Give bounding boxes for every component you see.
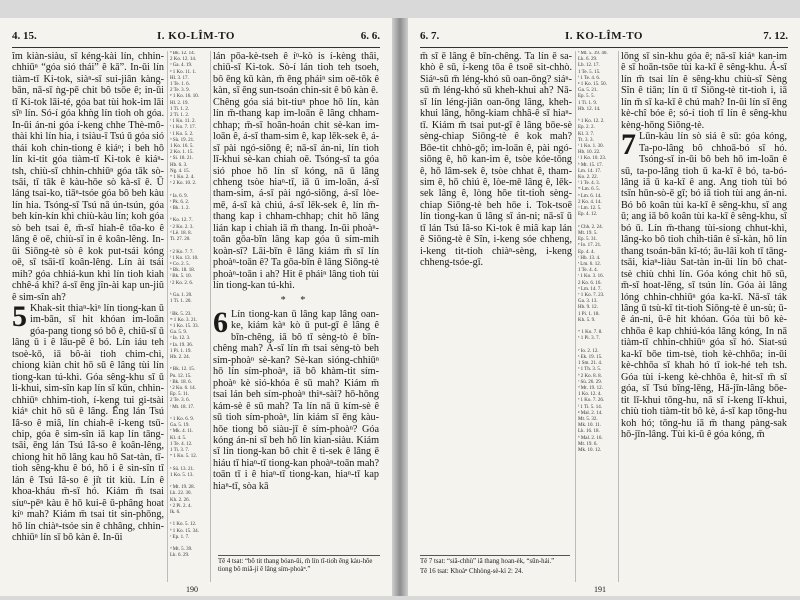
right-header-ref-end: 7. 12.: [763, 30, 788, 42]
right-cross-references: ᵉ Mt. 5. 39. 40. Lk. 6. 29. Lb. 12. 17. 1 Te. 5. 15. ᶠ 1 Te. 4. 6. ᵍ 1 Ko. 15. 50. Ga. 5. 21. Ep. 5. 5. 1 Ti. 1. 9. Hb. 12. 14. ʰ 1 Ko. 12. 2. Ep. 2. 2. Kl. 3. 7. Tt. 3. 3. ⁱ 1 Ko. 1. 30. Hb. 10. 22. ʲ 1 Ko. 10. 23. ᵏ Mt. 15. 17. Lm. 14. 17. Ko. 2. 22. ˡ 1 Te. 4. 3. ᵐ Lm. 6. 5. ⁿ Lm. 6. 14. 2 Ko. 4. 14. ᵒ Lm. 12. 5. Ep. 4. 12. ᵖ Chh. 2. 24. Mt. 19. 5. Ep. 5. 31. ᵠ Io. 17. 21. Ep. 4. 4. ʳ Hb. 13. 4. ˢ Lm. 6. 12. 1 Te. 4. 4. ᵗ 1 Ko. 3. 16. 2 Ko. 6. 16. ᵘ Lm. 14. 7. ᵛ 1 Ko. 7. 23. Ga. 3. 13. Hb. 9. 12. 1 Pi. 1. 18. Kh. 5. 9. ʷ 1 Ko. 7. 8. ˣ 1 Pi. 3. 7. ʸ Io. 2. 12. ᶻ Ek. 19. 15. 1 Sm. 21. 4. ᵃ 1 Th. 3. 5. ᵇ 2 Ko. 8. 8. ᶜ Sù. 26. 29. ᵈ Mt. 19. 12. 1 Ko. 12. 4. ᵉ 1 Ko. 7. 26. ᶠ 1 Ti. 5. 14. ᵍ Mal. 2. 14. Mt. 5. 32. Mk. 10. 11. Lk. 16. 18. ʰ Mal. 2. 16. Mt. 19. 6. Mk. 10. 12.: [575, 51, 619, 582]
chapter-number-6: 6: [213, 305, 228, 339]
left-column-2: [213, 51, 379, 550]
left-header-ref: 4. 15.: [12, 30, 37, 42]
left-col1-para-1: îm kiàn-siàu, sī kéng-kài lín, chhin-chhiūⁿ “góa sió thái” ê kā”. In-ūi lín tiàm-tī Ki-tok, siàⁿ-sī sui-jiân kàng-bān, nā-sī ǹg-pē chit bô tsōe ê; in-ūi tī Ki-tok lāi-té, góa bat tùi hok-im lāi sīⁿ lín. Só-í góa khǹg lín tioh oh góa. In-ūi án-ni góa í-keng chhe Thè-mô-thài khì lín hia, i tsiàu-ī Tsú ū góa sió thái koh chin-tiong ê kiáⁿ; i beh hō lín ki-tit góa tiàm-tī Ki-tok ê kiáⁿ-tsh, chiù-sī chhin-chhiūⁿ góa tāk sò-tsāi, tī tāk ê kàu-hōe sò kà-sī ê. Ū láng tsai-ko, tiāⁿ-tsóe góa bô beh kàu lín hia. Tsóng-sī Tsú nā ún-tsún, góa beh kín-kín khì chiù-kàu lín; koh góa sò beh tsai ê, m̄-sī hiah-ê tōa-ko ê lâng ê oē, chiù-sī in ê koân-lêng. In-ūi Siōng-tè sò ê kok put-tsái kóng oē, sī tsāi-tī koân-lêng. Lín ài tsái mih? góa chhiá-kun khì lín tioh kiah chhê-á khì? á-sī ēng jîn-ài kap un-jiû ê sim-sîn ah?: [12, 51, 164, 303]
left-header-ref-end: 6. 6.: [360, 30, 380, 42]
right-column-2: [621, 51, 787, 582]
right-col2-para-1: lōng sī sin-khu góa ê; nā-sī kiáⁿ kan-im ê sī hoān-tsōe tùi ka-kī ê sêng-khu. Á-sī lín m̄ tsai lín ê sêng-khu chiù-sī Sèng Sîn ê tiān; lín ū tī Siōng-tè tit-tioh i, iā lín m̄ sī ka-kī ê chú mah? In-ūi lín sī ēng kè-chî bóe ê; só-í tioh tī lín ê sêng-khu kèng-hōng Siōng-tè.: [621, 51, 787, 131]
right-header-rule: [420, 47, 788, 48]
left-column-1: [12, 51, 164, 582]
left-col2-para-2: Chêng góa siá bit-tiuⁿ phoe hō lín, kàn lín m̄-thang kap im-loān ê lâng chham-chhap; m̄-sī hoân-hoán chit sè-kan im-loān ê, á-sī tham-sim ê, kap lēk-sek ê, á-sī pài ngó-siōng ê; nā-sī án-ni, lín tioh lī-khui sè-kan chiah oē. Tsóng-sī ta góa sió phoe hō lín sī kóng, nā ū lâng chheng tsòe hiaⁿ-tī, iā ū im-loān, á-sī tham-sim, á-sī pài ngó-siōng, á-sī lòe-mē, á-sī kà chiú, á-sī lēk-sek ê, lín m̄-thang kap i chham-chhap; chit hō lâng lián kap i chiah iā m̄ thang. In-ūi phoàⁿ-toān gōa-bīn lâng kap góa ū sím-mih koàn-sî? Lāi-bīn ê lâng kiám m̄ sī lín phoàⁿ-toān ê? Ta gōa-bīn ê lâng Siōng-tè phoàⁿ-toān i ah? Hit ê pháiⁿ lâng tioh tùi lín tiong-kan tú-khì.: [213, 96, 379, 292]
right-footnote-1: Tē 7 tsat: “siâ-chhù” iā thang hoan-èk, “sūn-hái.”: [420, 555, 570, 566]
left-footnote: Tē 4 tsat: “bô tit thang bóan-ūi, m̄ lín tī-tio̍h ēng kàu-hōe tiong bô miâ-jí ê lâng sím-phoàⁿ.”: [218, 555, 380, 574]
left-cross-references: ⁿ Bk. 12. 14. 2 Ko. 12. 14. ᵒ Ga. 4. 19. ᵖ 1 Ko. 11. 1. Hl. 3. 17. 1 Te. 1. 6. 2 Te. 3. 9. ᵠ 1 Ko. 16. 10. Hl. 2. 19. 1 Ti. 1. 2. 2 Ti. 1. 2. ʳ 1 Ko. 11. 2. ˢ 1 Ko. 7. 17. ᵗ 1 Ko. 5. 2. ᵘ Sù. 19. 21. 1 Ko. 16. 5. 2 Ko. 1. 15. ᵛ Si. 18. 21. Hb. 6. 3. Ng. 4. 15. ʷ 1 Ko. 2. 4. ˣ 2 Ko. 10. 2. ʸ Ia. 6. 9. ᶻ Pk. 6. 2. ᵃ Bk. 1. 2. ᵇ Ko. 12. 7. ᶜ 2 Ko. 2. 3. ᵈ Lê. 18. 8. Ti. 27. 20. ᵉ 2 Ko. 7. 7. ᶠ 1 Ko. 13. 10. ᵍ Co. 2. 5. ʰ Bk. 18. 18. ⁱ Bk. 5. 10. ʲ 2 Ko. 2. 6. ᵏ Ga. 1. 20. 1 Ti. 1. 20. ˡ Bk. 5. 23. ᵐ 1 Ko. 3. 21. ⁿ 1 Ko. 15. 33. Ga. 5. 9. ᵒ Ia. 12. 3. ᵖ Ia. 19. 36. 1 Pi. 1. 19. Hb. 2. 24. ᵠ Bk. 12. 15. Pu. 12. 15. ʳ Bk. 18. 6. ˢ 2 Ko. 6. 14. Ep. 5. 11. 2 Te. 3. 6. ᵗ Mt. 18. 17. ᵘ 1 Ko. 6. 9. Ga. 5. 19. ᵛ Mk. 4. 11. Kl. 4. 5. 1 Te. 4. 12. 1 Ti. 3. 7. ʷ 1 Ko. 5. 12. ˣ Sū. 13. 21. 1 Ko. 5. 13. ʸ Mt. 19. 28. Lk. 22. 30. Kh. 2. 26. ᶻ 2 Pi. 2. 4. Ik. 6. ᵃ 1 Ko. 5. 12. ᵇ 1 Ko. 15. 34. ᶜ Ep. 1. 7. ᵈ Mt. 5. 39. Lk. 6. 29.: [167, 51, 211, 582]
right-page-header: [420, 30, 788, 44]
right-page-number: 191: [594, 585, 606, 594]
left-col1-para-2: 5 Khak-sit thiaⁿ-kìⁿ lín tiong-kan ū im-bān, sī hit khóan im-loān góa-pang tiong só bô ê, chiū-sī ū lâng ū i ê lāu-pē ê bó. Lín iáu teh tsoè-kō, iā bô-ài tioh chim-chì, chiong kiàn chit hō sū ê lâng tùi lín tiong-kan tú-khì. Góa sêng-khu sī ū li-khui, sim-sîn kap lín sī kūn, chhin-chhiūⁿ chhim-tioh, í-keng tui gi-tsài kiáⁿ chit hō sū ê lâng. Ēng lán Tsú Iâ-so ê miâ, lín chiah-ê í-keng tsū-chip, góa ê sim-sîn iā kap lín tāng-tsāi, ēng lán Tsú Iâ-so ê koân-lêng, chiong hit hō lâng kau hō Sat-tàn, tī-tioh sêng-khu ê bó, hō i ê sìn-sîn tī lán ê Tsú Iâ-so ê ji̍t tit kiù. Lín ê khoa-kháu m̄-sī hó. Kiám m̄ tsai síuⁿ-pēⁿ kàu ē hō kui-ê ū-phâng hoat kíⁿ mah? Kiám m̄ tsai tit sin-phōng, hō lín chiàⁿ-tsóe sin ê chhâng, chhin-chhiūⁿ lín sī bô kàn ê. In-ūi: [12, 299, 164, 544]
right-column-1: [420, 51, 572, 550]
left-header-rule: [12, 47, 380, 48]
section-separator: * *: [280, 294, 312, 306]
right-header-ref: 6. 7.: [420, 30, 440, 42]
left-page: [0, 18, 392, 596]
book-gutter: [392, 18, 408, 596]
left-page-number: 190: [186, 585, 198, 594]
left-header-title: I. KO-LÎM-TO: [157, 30, 235, 42]
right-page: [408, 18, 800, 596]
left-col2-para-1: lán pōa-kè-tseh ê íⁿ-kò is í-kèng thâi, chiū-sī Ki-tok. Sò-í lán tioh teh tsoeh, bô ēng kū kàn, m̄ ēng pháiⁿ sim oē-tōk ê kàn, sī ēng sun-tsoán chin-sit ê bô kàn ê.: [213, 51, 379, 97]
left-page-header: [12, 30, 380, 44]
right-header-title: I. KO-LÎM-TO: [565, 30, 643, 42]
chapter-number-7: 7: [621, 128, 636, 162]
right-col2-para-2: 7 Lūn-kàu lín sò siá ê sū: góa kóng, Ta-po-lâng bô chhoā-bó sī hó. Tsóng-sī in-ūi bô beh hō im-loān ê sū, ta-po-lâng tioh ū ka-kī ê bó, ta-bó-lâng iā ū ka-kī ê ang. Ang tioh tùi bó tsīn hūn-sò-ē gī; bó iā tioh tùi ang án-ni. Bó bô koân tùi ka-kī ê sêng-khu, sī ang ū; ang iā bô koân tùi ka-kī ê sêng-khu, sī bó ū. Lín m̄-thang tùi-siong chhut-khì, lâng-ko bô tioh chih-tiân ê sî-kàn, hō lín thang tsoán-bān kî-tó; āu-lâi koh tī tāng-tsāi, kiaⁿ-liàu Sat-tàn in-ūi lín bô chat-tsè chiù chhì lín. Góa kóng chit hō sū, m̄-sī hoat-lēng, sī tsún lín. Góa ài lâng lóng chhin-chhiūⁿ góa ka-kī. Nā-sī ták lâng ū tsù-kī tit-tioh Siōng-tè ê un-sù; ū-ê án-ni, ū-ê hit khóan. Góa tùi bô kè-chhōa ê kap chhiú-kóa lâng kóng, In nā tiàm-tī chhin-chhiūⁿ góa sī hó. Siat-sú ka-kī bōe tìm-tsè, tioh kè-chhōa; in-ūi kè-chhōa sī khah hó tī iok-hé teh tsh. Góa tùi í-keng kè-chhōa ê, hit-sī m̄ sī góa, sī Tsú bīng-lēng, Hā-jīn-lâng bōe-tit lī-khui tōng-hu, nā sī í-keng lī-khui, chiù tioh tiàm-tit bô kè, á-sī kap tōng-hu koh hó; tōng-hu iā m̄ thang pàng-sak hō-jīn-lâng. Tùi kì-ū ê góa kóng, m̄: [621, 128, 787, 440]
right-col1-para-1: m̄ sī ē lâng ê bīn-chêng. Ta lín ē sa-khò ê sū, í-keng tōa ê tsoē sit-chhò. Siáⁿ-sū m̄ léng-khó sū oan-ōng? siáⁿ-sū m̄ léng-khó sū kheh-khui ah? Nā-sī lín léng-jiân oan-ōng lâng, kheh-khui lâng, hōng-kiam chhâ-ê sī hiaⁿ-tī. Kiám m̄ tsai put-gī ê lâng bōe-sè sèng-chiap Siōng-tè ê kok mah? Bōe-tit chhò-gō; im-loān ê, pài ngó-siōng ê, hō kan-im ê, tsòe kóe-tōng ê, hō lâm-sek ê, tsòe chhat ê, tham-sim ê, hō chiú ê, lòe-mē lâng ê, lēk-sek lâng ê, lòng hōe tit-tioh sèng-chiap Siōng-tè beh hōe i. Tok-tsoē lín tiong-kan ū lâng sī án-ni; nā-sī ū tī lán Tsú Iâ-so Ki-tok ê miâ kap lán ê Siōng-tè ê Sîn, i-keng sóe chheng, i-keng tit-tioh chiàⁿ-sèng, i-keng chheng-tsóe-gī.: [420, 51, 572, 269]
chapter-number-5: 5: [12, 299, 27, 333]
left-col2-para-3: 6 Lín tiong-kan ū lâng kap lâng oan-ke, kiám kàⁿ kò ū put-gī ê lâng ê bīn-chêng, iā bô tī sèng-tò ê bīn-chêng mah? Á-sī lín m̄ tsai sèng-tò beh sím-phoàⁿ sè-kan? Sè-kan sióng-chhiūⁿ hō lín sím-phoàⁿ, iā bô khàm-tit sím-phoàⁿ kè sió-khóa ê sū mah? Kiám m̄ tsai lán beh sím-phoàⁿ thiⁿ-sài? hō-hōng kám-sè ê sū mah? Ta lín nā ū kím-sè ê sū tioh sím-phoàⁿ, lín kiám sī ēng kàu-hōe tiong bô siàu-jī ê sím-phoàⁿ? Góa kóng án-ni sī beh hō lín kian-siàu. Kiám sī lín tiong-kan bô chit ê tì-sek ê lâng ē hiáu tī hiaⁿ-tī tiong-kan phoàⁿ-toān mah? toān tī i ê hiaⁿ-tī tiong-kan, hiaⁿ-tī kap hiaⁿ-tī, sòa kā: [213, 305, 379, 492]
right-footnote-2: Tē 16 tsat: Khoàⁿ Chhòng-sè-kì 2: 24.: [420, 568, 524, 575]
